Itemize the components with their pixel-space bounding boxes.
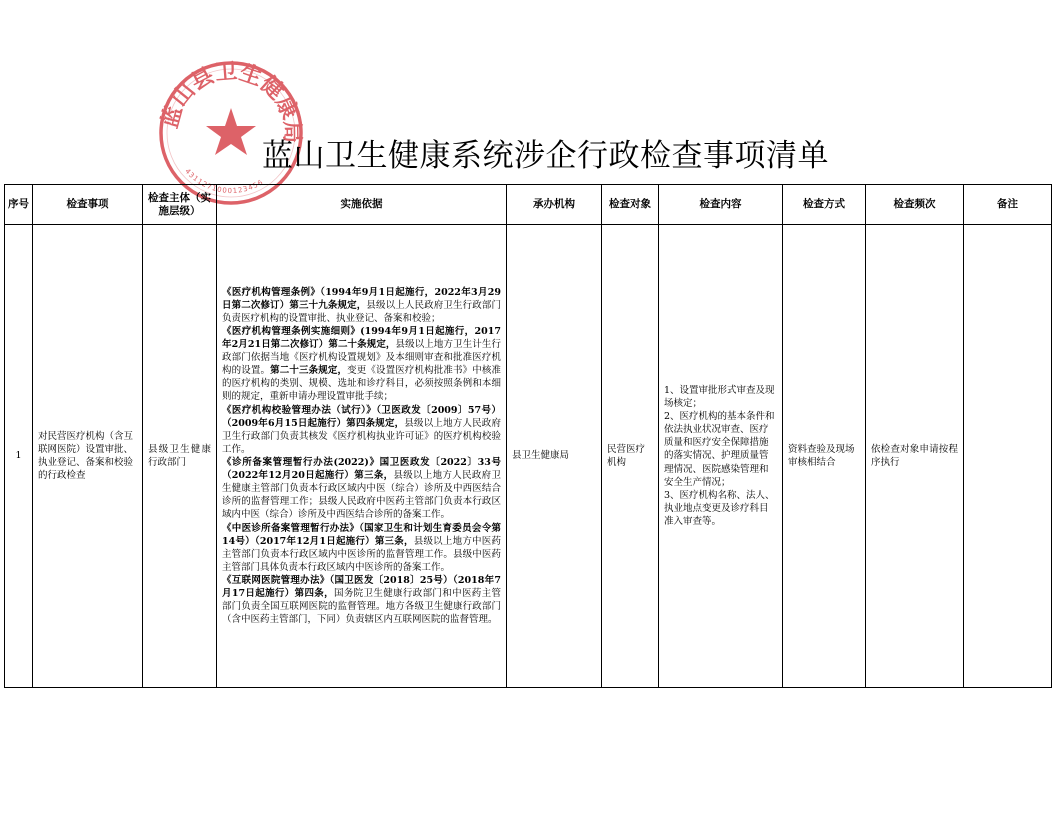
star-icon xyxy=(206,108,256,155)
content-item: 3、医疗机构名称、法人、执业地点变更及诊疗科目准入审查等。 xyxy=(664,489,775,527)
header-seq: 序号 xyxy=(5,185,33,225)
stamp-number: 4311271000123456 xyxy=(183,167,265,196)
content-item: 1、设置审批形式审查及现场核定； xyxy=(664,384,775,409)
cell-method: 资料查验及现场审核相结合 xyxy=(783,225,866,688)
table-row xyxy=(5,225,1052,688)
stamp-text: 蓝山县卫生健康局 xyxy=(157,59,305,144)
cell-target: 民营医疗机构 xyxy=(602,225,659,688)
basis-paragraph: 《中医诊所备案管理暂行办法》（国家卫生和计划生育委员会令第14号）（2017年12月1日起施行）第三条，县级以上地方中医药主管部门负责本行政区域内中医诊所的监督管理工作。县级中医药主管部门具体负责本行政区域内中医诊所的备案工作。 xyxy=(222,522,501,573)
cell-basis xyxy=(217,225,507,688)
header-subject: 检查主体（实施层级） xyxy=(143,185,217,225)
page-title: 蓝山卫生健康系统涉企行政检查事项清单 xyxy=(262,138,829,174)
header-org: 承办机构 xyxy=(507,185,602,225)
header-target: 检查对象 xyxy=(602,185,659,225)
inspection-table xyxy=(4,184,1052,688)
header-note: 备注 xyxy=(964,185,1052,225)
content-item: 2、医疗机构的基本条件和依法执业状况审查、医疗质量和医疗安全保障措施的落实情况、护理质量管理情况、医院感染管理和安全生产情况； xyxy=(664,411,775,488)
header-basis: 实施依据 xyxy=(217,185,507,225)
header-content: 检查内容 xyxy=(659,185,783,225)
basis-paragraph: 《互联网医院管理办法》（国卫医发〔2018〕25号）（2018年7月17日起施行）第四条，国务院卫生健康行政部门和中医药主管部门负责全国互联网医院的监督管理。地方各级卫生健康行政部门（含中医药主管部门，下同）负责辖区内互联网医院的监督管理。 xyxy=(222,574,501,626)
cell-content xyxy=(659,225,783,688)
basis-paragraph: 《医疗机构管理条例实施细则》(1994年9月1日起施行，2017年2月21日第二次修订）第二十条规定，县级以上地方卫生计生行政部门依据当地《医疗机构设置规划》及本细则审查和批准医疗机构的设置。第二十三条规定，变更《设置医疗机构批准书》中核准的医疗机构的类别、规模、选址和诊疗科目，必须按照条例和本细则的规定，重新申请办理设置审批手续； xyxy=(222,325,501,403)
header-frequency: 检查频次 xyxy=(866,185,964,225)
cell-frequency: 依检查对象申请按程序执行 xyxy=(866,225,964,688)
cell-subject: 县级卫生健康行政部门 xyxy=(143,225,217,688)
table-header-row xyxy=(5,185,1052,225)
header-item: 检查事项 xyxy=(33,185,143,225)
cell-note xyxy=(964,225,1052,688)
basis-paragraph: 《医疗机构校验管理办法（试行）》（卫医政发〔2009〕57号）（2009年6月15日起施行）第四条规定，县级以上地方人民政府卫生行政部门负责其核发《医疗机构执业许可证》的医疗机构校验工作。 xyxy=(222,404,501,455)
basis-paragraph: 《医疗机构管理条例》（1994年9月1日起施行，2022年3月29日第二次修订）第三十九条规定，县级以上人民政府卫生行政部门负责医疗机构的设置审批、执业登记、备案和校验； xyxy=(222,286,501,324)
cell-org: 县卫生健康局 xyxy=(507,225,602,688)
header-method: 检查方式 xyxy=(783,185,866,225)
basis-paragraph: 《诊所备案管理暂行办法(2022)》国卫医政发〔2022〕33号（2022年12月20日起施行）第三条，县级以上地方人民政府卫生健康主管部门负责本行政区域内中医（综合）诊所及中西医结合诊所的监督管理工作；县级人民政府中医药主管部门负责本行政区域内中医（综合）诊所及中西医结合诊所的备案工作。 xyxy=(222,457,501,521)
cell-seq: 1 xyxy=(5,225,33,688)
cell-item: 对民营医疗机构（含互联网医院）设置审批、执业登记、备案和校验的行政检查 xyxy=(33,225,143,688)
